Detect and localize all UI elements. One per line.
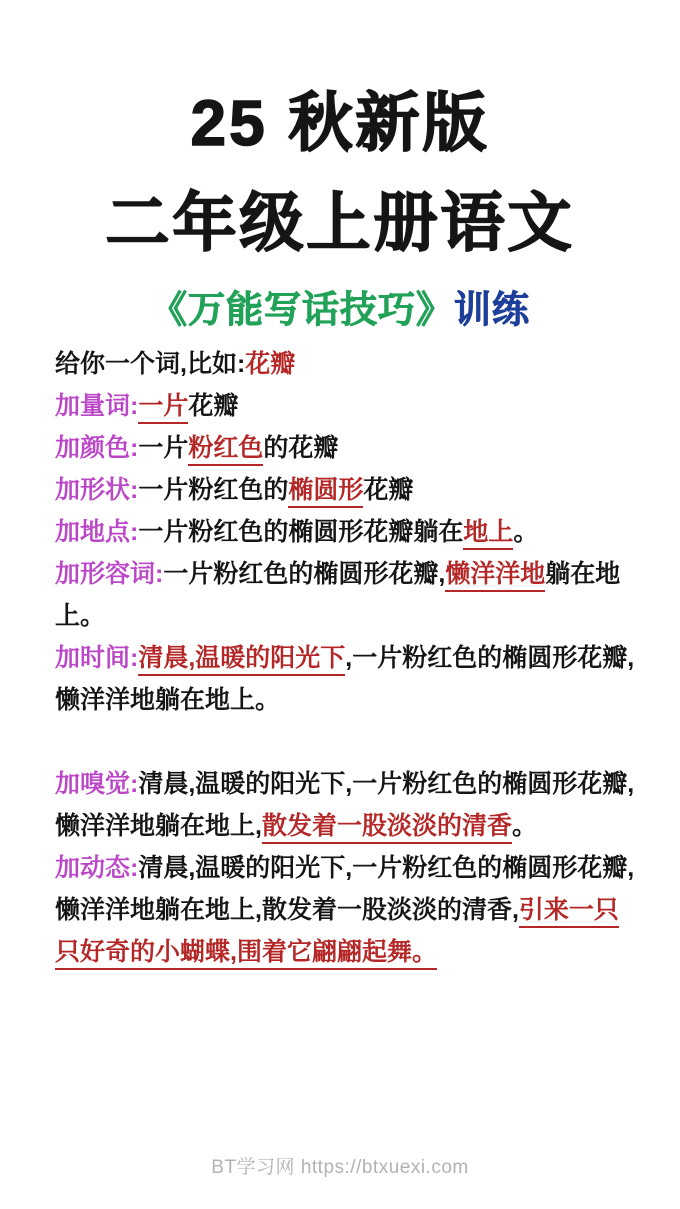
text-segment-body: 一片粉红色的 [138, 476, 289, 504]
text-segment-body: ,一片粉红色的椭圆形花瓣,懒洋洋地躺在地上。 [55, 644, 635, 714]
text-segment-red-underline: 散发着一股淡淡的清香 [262, 812, 512, 844]
text-segment-body: 一片粉红色的椭圆形花瓣, [163, 560, 446, 588]
text-segment-body: 躺在地上。 [55, 560, 621, 630]
text-segment-body: 一片 [138, 434, 189, 462]
text-segment-label: 加地点: [55, 518, 139, 546]
text-segment-body: 花瓣 [363, 476, 414, 504]
lesson-content [0, 343, 680, 973]
text-segment-red-underline: 引来一只只好奇的小蝴蝶,围着它翩翩起舞。 [55, 896, 619, 970]
paragraph-add-smell [55, 763, 635, 847]
text-segment-body: 花瓣 [188, 392, 239, 420]
text-segment-label: 加嗅觉: [55, 770, 139, 798]
text-segment-body: 的花瓣 [263, 434, 339, 462]
paragraph-add-shape [55, 469, 635, 511]
text-segment-red-underline: 椭圆形 [288, 476, 363, 508]
paragraph-add-place [55, 511, 635, 553]
paragraph-add-color [55, 427, 635, 469]
text-segment-body: 一片粉红色的椭圆形花瓣躺在 [138, 518, 464, 546]
text-segment-body: 给你一个词,比如: [55, 350, 246, 378]
page-title-line1: 25 秋新版 [190, 87, 490, 159]
text-segment-red-underline: 一片 [138, 392, 188, 424]
text-segment-body: 清晨,温暖的阳光下,一片粉红色的椭圆形花瓣,懒洋洋地躺在地上,散发着一股淡淡的清香, [55, 854, 635, 924]
text-segment-body: 。 [511, 812, 537, 840]
subtitle-bracketed-text: 《万能写话技巧》 [150, 289, 454, 330]
text-segment-red-underline: 地上 [463, 518, 513, 550]
subtitle-suffix-text: 训练 [454, 289, 530, 330]
paragraph-intro [55, 343, 635, 385]
text-segment-body: 清晨,温暖的阳光下,一片粉红色的椭圆形花瓣,懒洋洋地躺在地上, [55, 770, 635, 840]
page-subtitle [0, 290, 680, 330]
text-segment-label: 加形状: [55, 476, 139, 504]
paragraph-add-motion [55, 847, 635, 973]
text-segment-label: 加形容词: [55, 560, 164, 588]
page-header [0, 0, 680, 330]
text-segment-red-underline: 清晨,温暖的阳光下 [138, 644, 345, 676]
text-segment-label: 加颜色: [55, 434, 139, 462]
paragraph-add-measure-word [55, 385, 635, 427]
paragraph-add-time [55, 637, 635, 721]
text-segment-red: 花瓣 [245, 350, 296, 378]
text-segment-red-underline: 懒洋洋地 [445, 560, 545, 592]
text-segment-label: 加动态: [55, 854, 139, 882]
text-segment-body: 。 [513, 518, 539, 546]
text-segment-label: 加量词: [55, 392, 139, 420]
paragraph-add-adjective [55, 553, 635, 637]
footer-watermark: BT学习网 https://btxuexi.com [211, 1157, 469, 1178]
text-segment-red-underline: 粉红色 [188, 434, 263, 466]
text-segment-label: 加时间: [55, 644, 139, 672]
page-title-line2: 二年级上册语文 [105, 187, 575, 259]
